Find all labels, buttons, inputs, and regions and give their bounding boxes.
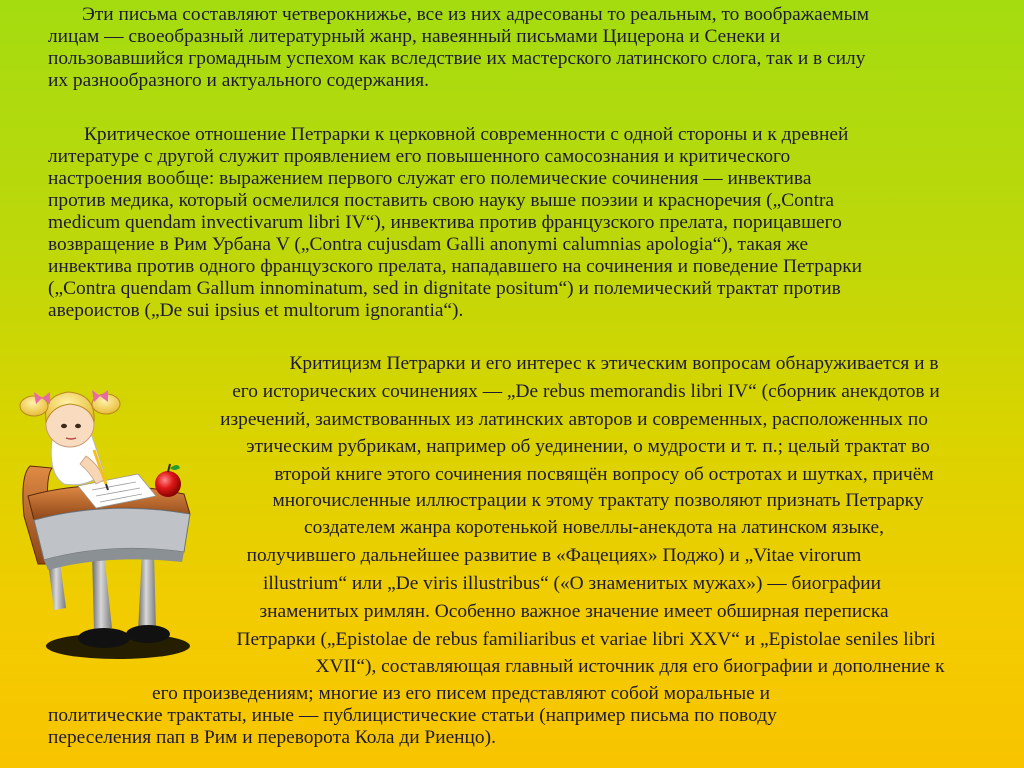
schoolgirl-at-desk-icon: [8, 376, 208, 662]
paragraph-3-line: получившего дальнейшее развитие в «Фацециях» Поджо) и „Vitae virorum: [246, 545, 862, 566]
paragraph-3-line: переселения пап в Рим и переворота Кола ди Риенцо).: [48, 727, 496, 748]
paragraph-3-line: illustrium“ или „De viris illustribus“ («О знаменитых мужах») — биографии: [262, 573, 882, 594]
paragraph-3-line: XVII“), составляющая главный источник для его биографии и дополнение к: [315, 656, 945, 677]
paragraph-3-line: знаменитых римлян. Особенно важное значение имеет обширная переписка: [259, 601, 889, 622]
paragraph-2-line: инвектива против одного французского прелата, нападавшего на сочинения и поведение Петрарки: [48, 256, 863, 277]
paragraph-2-line: настроения вообще: выражением первого служат его полемические сочинения — инвектива: [48, 168, 812, 189]
paragraph-3-line: создателем жанра коротенькой новеллы-анекдота на латинском языке,: [304, 517, 884, 538]
paragraph-2-line: („Contra quendam Gallum innominatum, sed in dignitate positum“) и полемический трактат против: [48, 278, 841, 299]
paragraph-3-line: его произведениям; многие из его писем представляют собой моральные и: [152, 683, 770, 704]
paragraph-3-line: второй книге этого сочинения посвящён вопросу об остротах и шутках, причём: [274, 464, 934, 485]
paragraph-2-line: Критическое отношение Петрарки к церковной современности с одной стороны и к древней: [84, 124, 849, 145]
paragraph-1-line: Эти письма составляют четверокнижье, все из них адресованы то реальным, то воображаемым: [82, 4, 869, 25]
paragraph-3-line: Критицизм Петрарки и его интерес к этическим вопросам обнаруживается и в: [289, 353, 939, 374]
paragraph-2-line: против медика, который осмелился поставить свою науку выше поэзии и красноречия („Contra: [48, 190, 835, 211]
paragraph-3-line: политические трактаты, иные — публицистические статьи (например письма по поводу: [48, 705, 777, 726]
paragraph-1-line: пользовавшийся громадным успехом как вследствие их мастерского латинского слога, так и в силу: [48, 48, 866, 69]
paragraph-3-line: многочисленные иллюстрации к этому трактату позволяют признать Петрарку: [272, 490, 924, 511]
paragraph-3-line: Петрарки („Epistolae de rebus familiaribus et variae libri XXV“ и „Epistolae seniles libri: [236, 629, 936, 650]
paragraph-3-line: изречений, заимствованных из латинских авторов и современных, расположенных по: [220, 409, 928, 430]
paragraph-3-line: этическим рубрикам, например об уединении, о мудрости и т. п.; целый трактат во: [246, 436, 930, 457]
paragraph-2-line: возвращение в Рим Урбана V („Contra cujusdam Galli anonymi calumnias apologia“), такая же: [48, 234, 809, 255]
paragraph-3-line: его исторических сочинениях — „De rebus memorandis libri IV“ (сборник анекдотов и: [232, 381, 940, 402]
paragraph-2-line: авероистов („De sui ipsius et multorum ignorantia“).: [48, 300, 464, 321]
paragraph-2-line: литературе с другой служит проявлением его повышенного самосознания и критического: [48, 146, 791, 167]
paragraph-2-line: medicum quendam invectivarum libri IV“), инвектива против французского прелата, порицавшего: [48, 212, 842, 233]
paragraph-1-line: их разнообразного и актуального содержания.: [48, 70, 430, 91]
paragraph-1-line: лицам — своеобразный литературный жанр, навеянный письмами Цицерона и Сенеки и: [48, 26, 781, 47]
